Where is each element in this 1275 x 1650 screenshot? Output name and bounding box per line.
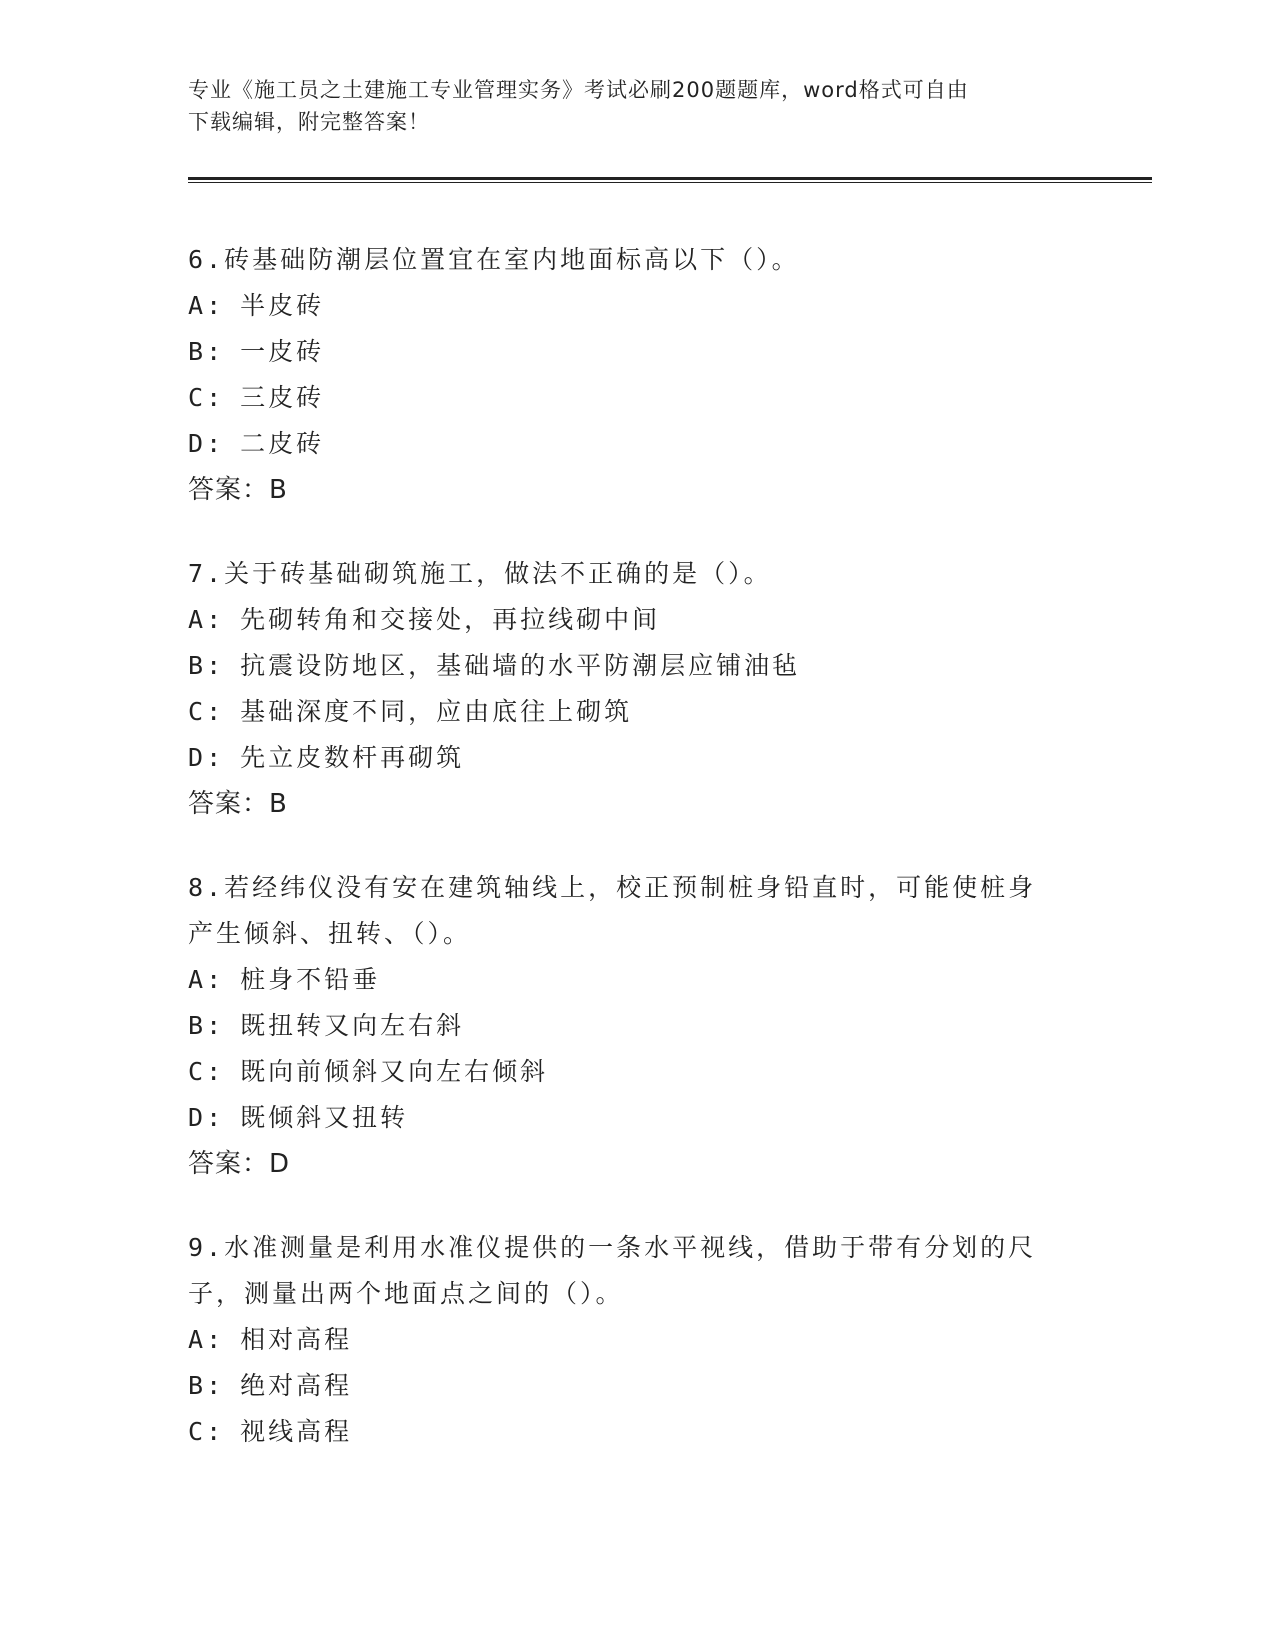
question-stem: 产生倾斜、扭转、（）。 [188,919,472,948]
answer-key: 答案：D [188,1149,291,1179]
option-separator: : [206,1325,225,1354]
answer-option [188,375,1088,421]
question-stem: 子，测量出两个地面点之间的（）。 [188,1279,624,1308]
option-text: 基础深度不同，应由底往上砌筑 [240,697,633,726]
option-separator: : [206,1011,225,1040]
question-stem: 8.若经纬仪没有安在建筑轴线上，校正预制桩身铅直时，可能使桩身 [188,873,1037,902]
answer-option [188,735,1088,781]
answer-option [188,1095,1088,1141]
question-list [188,237,1088,1493]
option-key: C [188,697,207,726]
option-key: A [188,605,207,634]
option-separator: : [206,1057,225,1086]
document-header [188,74,1068,138]
option-text: 相对高程 [240,1325,353,1354]
option-separator: : [206,697,225,726]
option-key: A [188,1325,207,1354]
option-text: 抗震设防地区，基础墙的水平防潮层应铺油毡 [240,651,801,680]
option-text: 视线高程 [240,1417,353,1446]
option-key: B [188,1371,207,1400]
question-stem: 9.水准测量是利用水准仪提供的一条水平视线，借助于带有分划的尺 [188,1233,1037,1262]
option-key: C [188,1417,207,1446]
question-block [188,1225,1088,1455]
answer-option [188,643,1088,689]
option-key: C [188,1057,207,1086]
option-key: C [188,383,207,412]
option-key: D [188,743,207,772]
option-text: 二皮砖 [240,429,325,458]
option-separator: : [206,429,225,458]
option-separator: : [206,1103,225,1132]
option-text: 既倾斜又扭转 [240,1103,409,1132]
header-divider-thick [188,177,1152,180]
answer-option [188,329,1088,375]
option-text: 既扭转又向左右斜 [240,1011,465,1040]
answer-option [188,1363,1088,1409]
option-separator: : [206,337,225,366]
answer-option [188,957,1088,1003]
answer-key: 答案：B [188,789,288,819]
question-block [188,865,1088,1187]
option-key: B [188,651,207,680]
answer-option [188,283,1088,329]
option-separator: : [206,1371,225,1400]
option-key: A [188,291,207,320]
option-key: B [188,1011,207,1040]
question-stem: 7.关于砖基础砌筑施工，做法不正确的是（）。 [188,559,772,588]
option-separator: : [206,291,225,320]
answer-key: 答案：B [188,475,288,505]
option-separator: : [206,383,225,412]
option-separator: : [206,743,225,772]
header-line-1: 专业《施工员之土建施工专业管理实务》考试必刷200题题库，word格式可自由 [188,78,969,102]
answer-option [188,689,1088,735]
answer-option [188,597,1088,643]
option-text: 先立皮数杆再砌筑 [240,743,465,772]
option-text: 既向前倾斜又向左右倾斜 [240,1057,549,1086]
option-text: 桩身不铅垂 [240,965,381,994]
header-divider-thin [188,182,1152,183]
answer-option [188,1317,1088,1363]
question-stem: 6.砖基础防潮层位置宜在室内地面标高以下（）。 [188,245,800,274]
option-separator: : [206,965,225,994]
question-block [188,237,1088,513]
option-text: 先砌转角和交接处，再拉线砌中间 [240,605,661,634]
option-separator: : [206,1417,225,1446]
option-key: D [188,1103,207,1132]
option-key: B [188,337,207,366]
answer-option [188,1003,1088,1049]
option-text: 一皮砖 [240,337,325,366]
option-text: 半皮砖 [240,291,325,320]
option-key: D [188,429,207,458]
option-text: 三皮砖 [240,383,325,412]
question-block [188,551,1088,827]
option-separator: : [206,651,225,680]
answer-option [188,1409,1088,1455]
header-line-2: 下载编辑，附完整答案！ [188,110,430,134]
answer-option [188,421,1088,467]
option-key: A [188,965,207,994]
option-separator: : [206,605,225,634]
answer-option [188,1049,1088,1095]
option-text: 绝对高程 [240,1371,353,1400]
